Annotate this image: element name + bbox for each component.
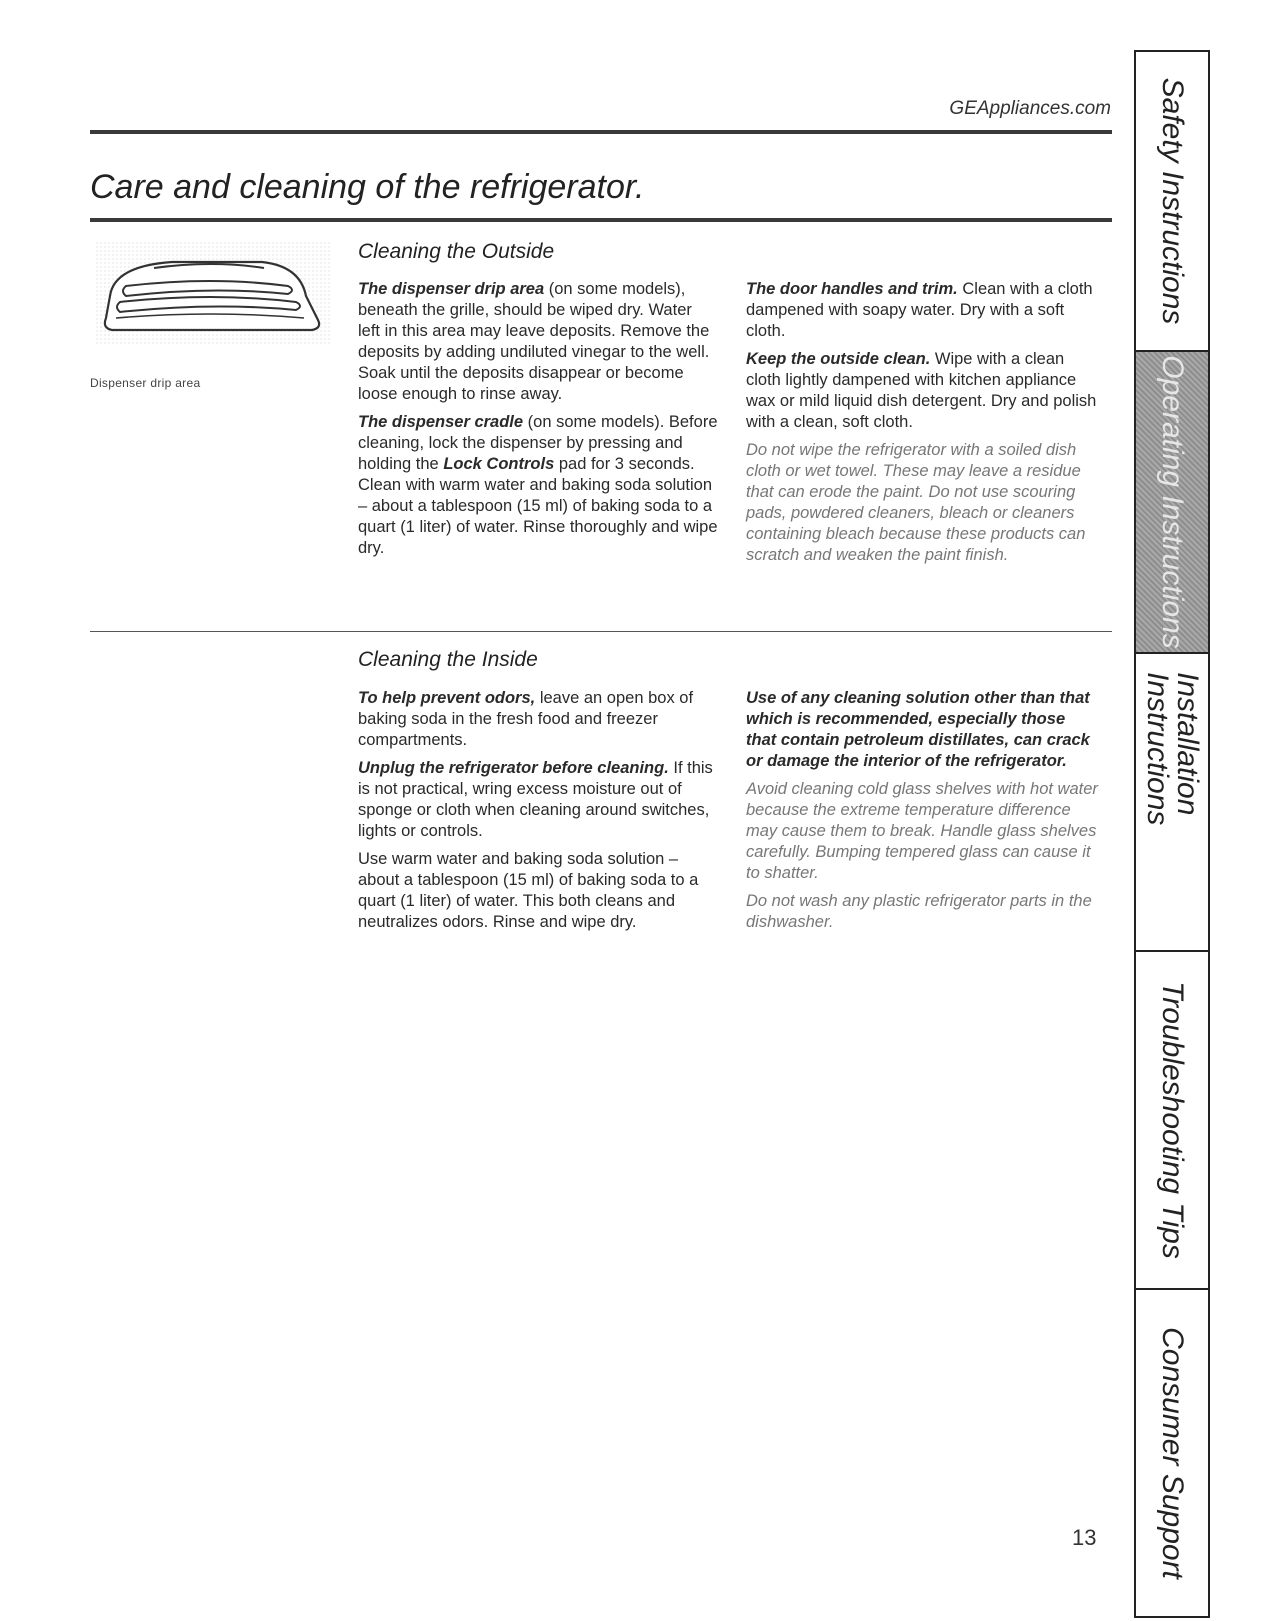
page-number: 13 [1072, 1525, 1097, 1550]
tab-safety-instructions[interactable] [1136, 50, 1208, 352]
door-handles-text: Clean with a cloth dampened with soapy water. Dry with a soft cloth. [746, 280, 1093, 340]
outside-column-right [746, 279, 1098, 573]
header-rule [90, 130, 1112, 134]
dispenser-drip-area-illustration [92, 238, 332, 358]
inside-column-left [358, 688, 718, 940]
tab-label: Troubleshooting Tips [1156, 981, 1189, 1259]
dispenser-cradle-text: (on some models). Before cleaning, lock the dispenser by pressing and holding the [358, 413, 718, 473]
keep-clean-paragraph [746, 349, 1098, 433]
inside-column-right [746, 688, 1098, 940]
door-handles-lead: The door handles and trim. [746, 280, 958, 298]
keep-clean-text: Wipe with a clean cloth lightly dampened with kitchen appliance wax or mild liquid dish detergent. Dry and polish with a clean, soft cloth. [746, 350, 1097, 431]
page-title: Care and cleaning of the refrigerator. [90, 168, 645, 206]
dispenser-cradle-lead: The dispenser cradle [358, 413, 524, 431]
unplug-lead: Unplug the refrigerator before cleaning. [358, 759, 669, 777]
keep-clean-lead: Keep the outside clean. [746, 350, 931, 368]
dishwasher-caution: Do not wash any plastic refrigerator parts in the dishwasher. [746, 892, 1092, 931]
outside-caution: Do not wipe the refrigerator with a soiled dish cloth or wet towel. These may leave a residue that can erode the paint. Do not use scouring pads, powdered cleaners, bleach or cleaners containing bleach because these products can scratch and weaken the paint finish. [746, 441, 1086, 564]
tab-troubleshooting-tips[interactable] [1136, 952, 1208, 1290]
dispenser-cradle-text-end: pad for 3 seconds. Clean with warm water and baking soda solution – about a tablespoon (15 ml) of baking soda to a quart (1 liter) of water. Rinse thoroughly and wipe dry. [358, 455, 718, 557]
unplug-paragraph [358, 758, 718, 842]
glass-shelves-caution: Avoid cleaning cold glass shelves with hot water because the extreme temperature difference may cause them to break. Handle glass shelves carefully. Bumping tempered glass can cause it to shatter. [746, 780, 1098, 882]
section-heading-outside: Cleaning the Outside [358, 240, 555, 263]
section-heading-inside: Cleaning the Inside [358, 648, 538, 671]
tab-label: Safety Instructions [1156, 77, 1189, 325]
site-url: GEAppliances.com [949, 98, 1111, 119]
dispenser-drip-text: (on some models), beneath the grille, should be wiped dry. Water left in this area may leave deposits. Remove the deposits by adding undiluted vinegar to the well. Soak until the deposits disappear or become loose enough to rinse away. [358, 280, 710, 403]
figure-caption: Dispenser drip area [90, 376, 201, 390]
odor-lead: To help prevent odors, [358, 689, 536, 707]
tab-consumer-support[interactable] [1136, 1290, 1208, 1618]
cleaning-solution-warning: Use of any cleaning solution other than that which is recommended, especially those that contain petroleum distillates, can crack or damage the interior of the refrigerator. [746, 689, 1090, 770]
lock-controls-label: Lock Controls [443, 455, 555, 473]
door-handles-paragraph [746, 279, 1098, 342]
dispenser-drip-lead: The dispenser drip area [358, 280, 545, 298]
section-divider [90, 631, 1112, 632]
section-tabs [1134, 50, 1210, 1618]
tab-operating-instructions[interactable] [1136, 352, 1208, 654]
dispenser-cradle-paragraph [358, 412, 718, 559]
dispenser-drip-paragraph [358, 279, 718, 405]
tab-installation-instructions[interactable] [1136, 654, 1208, 952]
odor-text: leave an open box of baking soda in the fresh food and freezer compartments. [358, 689, 694, 749]
outside-column-left [358, 279, 718, 566]
unplug-text: If this is not practical, wring excess moisture out of sponge or cloth when cleaning around switches, lights or controls. [358, 759, 713, 840]
solution-paragraph: Use warm water and baking soda solution – about a tablespoon (15 ml) of baking soda to a quart (1 liter) of water. This both cleans and neutralizes odors. Rinse and wipe dry. [358, 850, 699, 931]
odor-paragraph [358, 688, 718, 751]
tab-label: Operating Instructions [1156, 355, 1189, 649]
tab-label: Consumer Support [1156, 1327, 1189, 1579]
tab-label: Installation Instructions [1141, 672, 1204, 826]
title-rule [90, 218, 1112, 222]
